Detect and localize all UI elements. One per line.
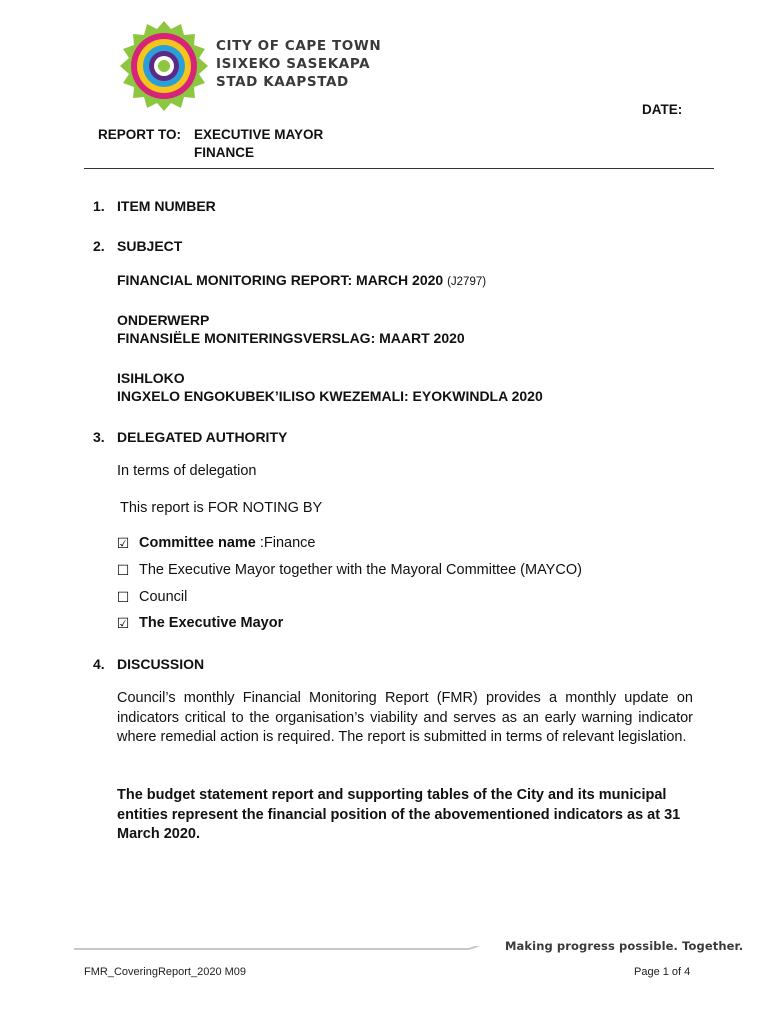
subject-code: (J2797) [447,276,487,288]
org-name-english: CITY OF CAPE TOWN [216,38,382,54]
org-name-xhosa: ISIXEKO SASEKAPA [216,56,371,72]
footer-document-name: FMR_CoveringReport_2020 M09 [84,966,247,978]
subject-english [117,272,486,288]
header-divider [84,168,714,169]
city-emblem-icon [118,20,210,112]
checkbox-executive-mayor[interactable]: ☑ [116,615,130,631]
footer-tagline: Making progress possible. Together. [505,939,744,953]
subject-xhosa-heading: ISIHLOKO [117,370,185,386]
footer-swoosh [74,946,514,962]
section-heading-discussion: DISCUSSION [117,656,205,672]
discussion-paragraph: Council’s monthly Financial Monitoring Report (FMR) provides a monthly update on indicators critical to the organisation’s viability and serves as an early warning indicator where remedial action is required. The report is submitted in terms of relevant legislation. [117,690,693,745]
section-number: 2. [93,238,105,254]
option-committee [139,535,316,551]
org-name-afrikaans: STAD KAAPSTAD [216,74,349,90]
option-council-label: Council [139,589,188,605]
section-number: 3. [93,429,105,445]
option-committee-value: :Finance [255,535,316,551]
subject-xhosa: INGXELO ENGOKUBEK’ILISO KWEZEMALI: EYOKWINDLA 2020 [117,388,543,404]
report-to-recipient: EXECUTIVE MAYOR [194,127,324,142]
section-heading-subject: SUBJECT [117,238,183,254]
footer-page-number: Page 1 of 4 [634,966,691,978]
checkbox-mayco[interactable]: ☐ [116,562,130,578]
noting-statement: This report is FOR NOTING BY [120,500,323,516]
delegation-intro: In terms of delegation [117,463,257,479]
report-to-label: REPORT TO: [98,127,182,142]
option-executive-mayor-label: The Executive Mayor [139,615,284,631]
option-mayco-label: The Executive Mayor together with the Mayoral Committee (MAYCO) [139,562,582,578]
date-label: DATE: [642,102,683,117]
section-number: 1. [93,198,105,214]
subject-afrikaans-heading: ONDERWERP [117,312,210,328]
discussion-bold-paragraph: The budget statement report and supporting tables of the City and its municipal entities represent the financial position of the abovementioned indicators as at 31 March 2020. [117,787,681,842]
section-number: 4. [93,656,105,672]
section-heading-delegated-authority: DELEGATED AUTHORITY [117,429,288,445]
section-heading-item-number: ITEM NUMBER [117,198,216,214]
subject-english-title: FINANCIAL MONITORING REPORT: MARCH 2020 [117,272,444,288]
city-logo [118,20,210,112]
checkbox-council[interactable]: ☐ [116,589,130,605]
checkbox-committee[interactable]: ☑ [116,535,130,551]
report-to-recipient-2: FINANCE [194,145,254,160]
subject-afrikaans: FINANSIËLE MONITERINGSVERSLAG: MAART 2020 [117,330,465,346]
option-committee-label: Committee name [139,535,256,551]
